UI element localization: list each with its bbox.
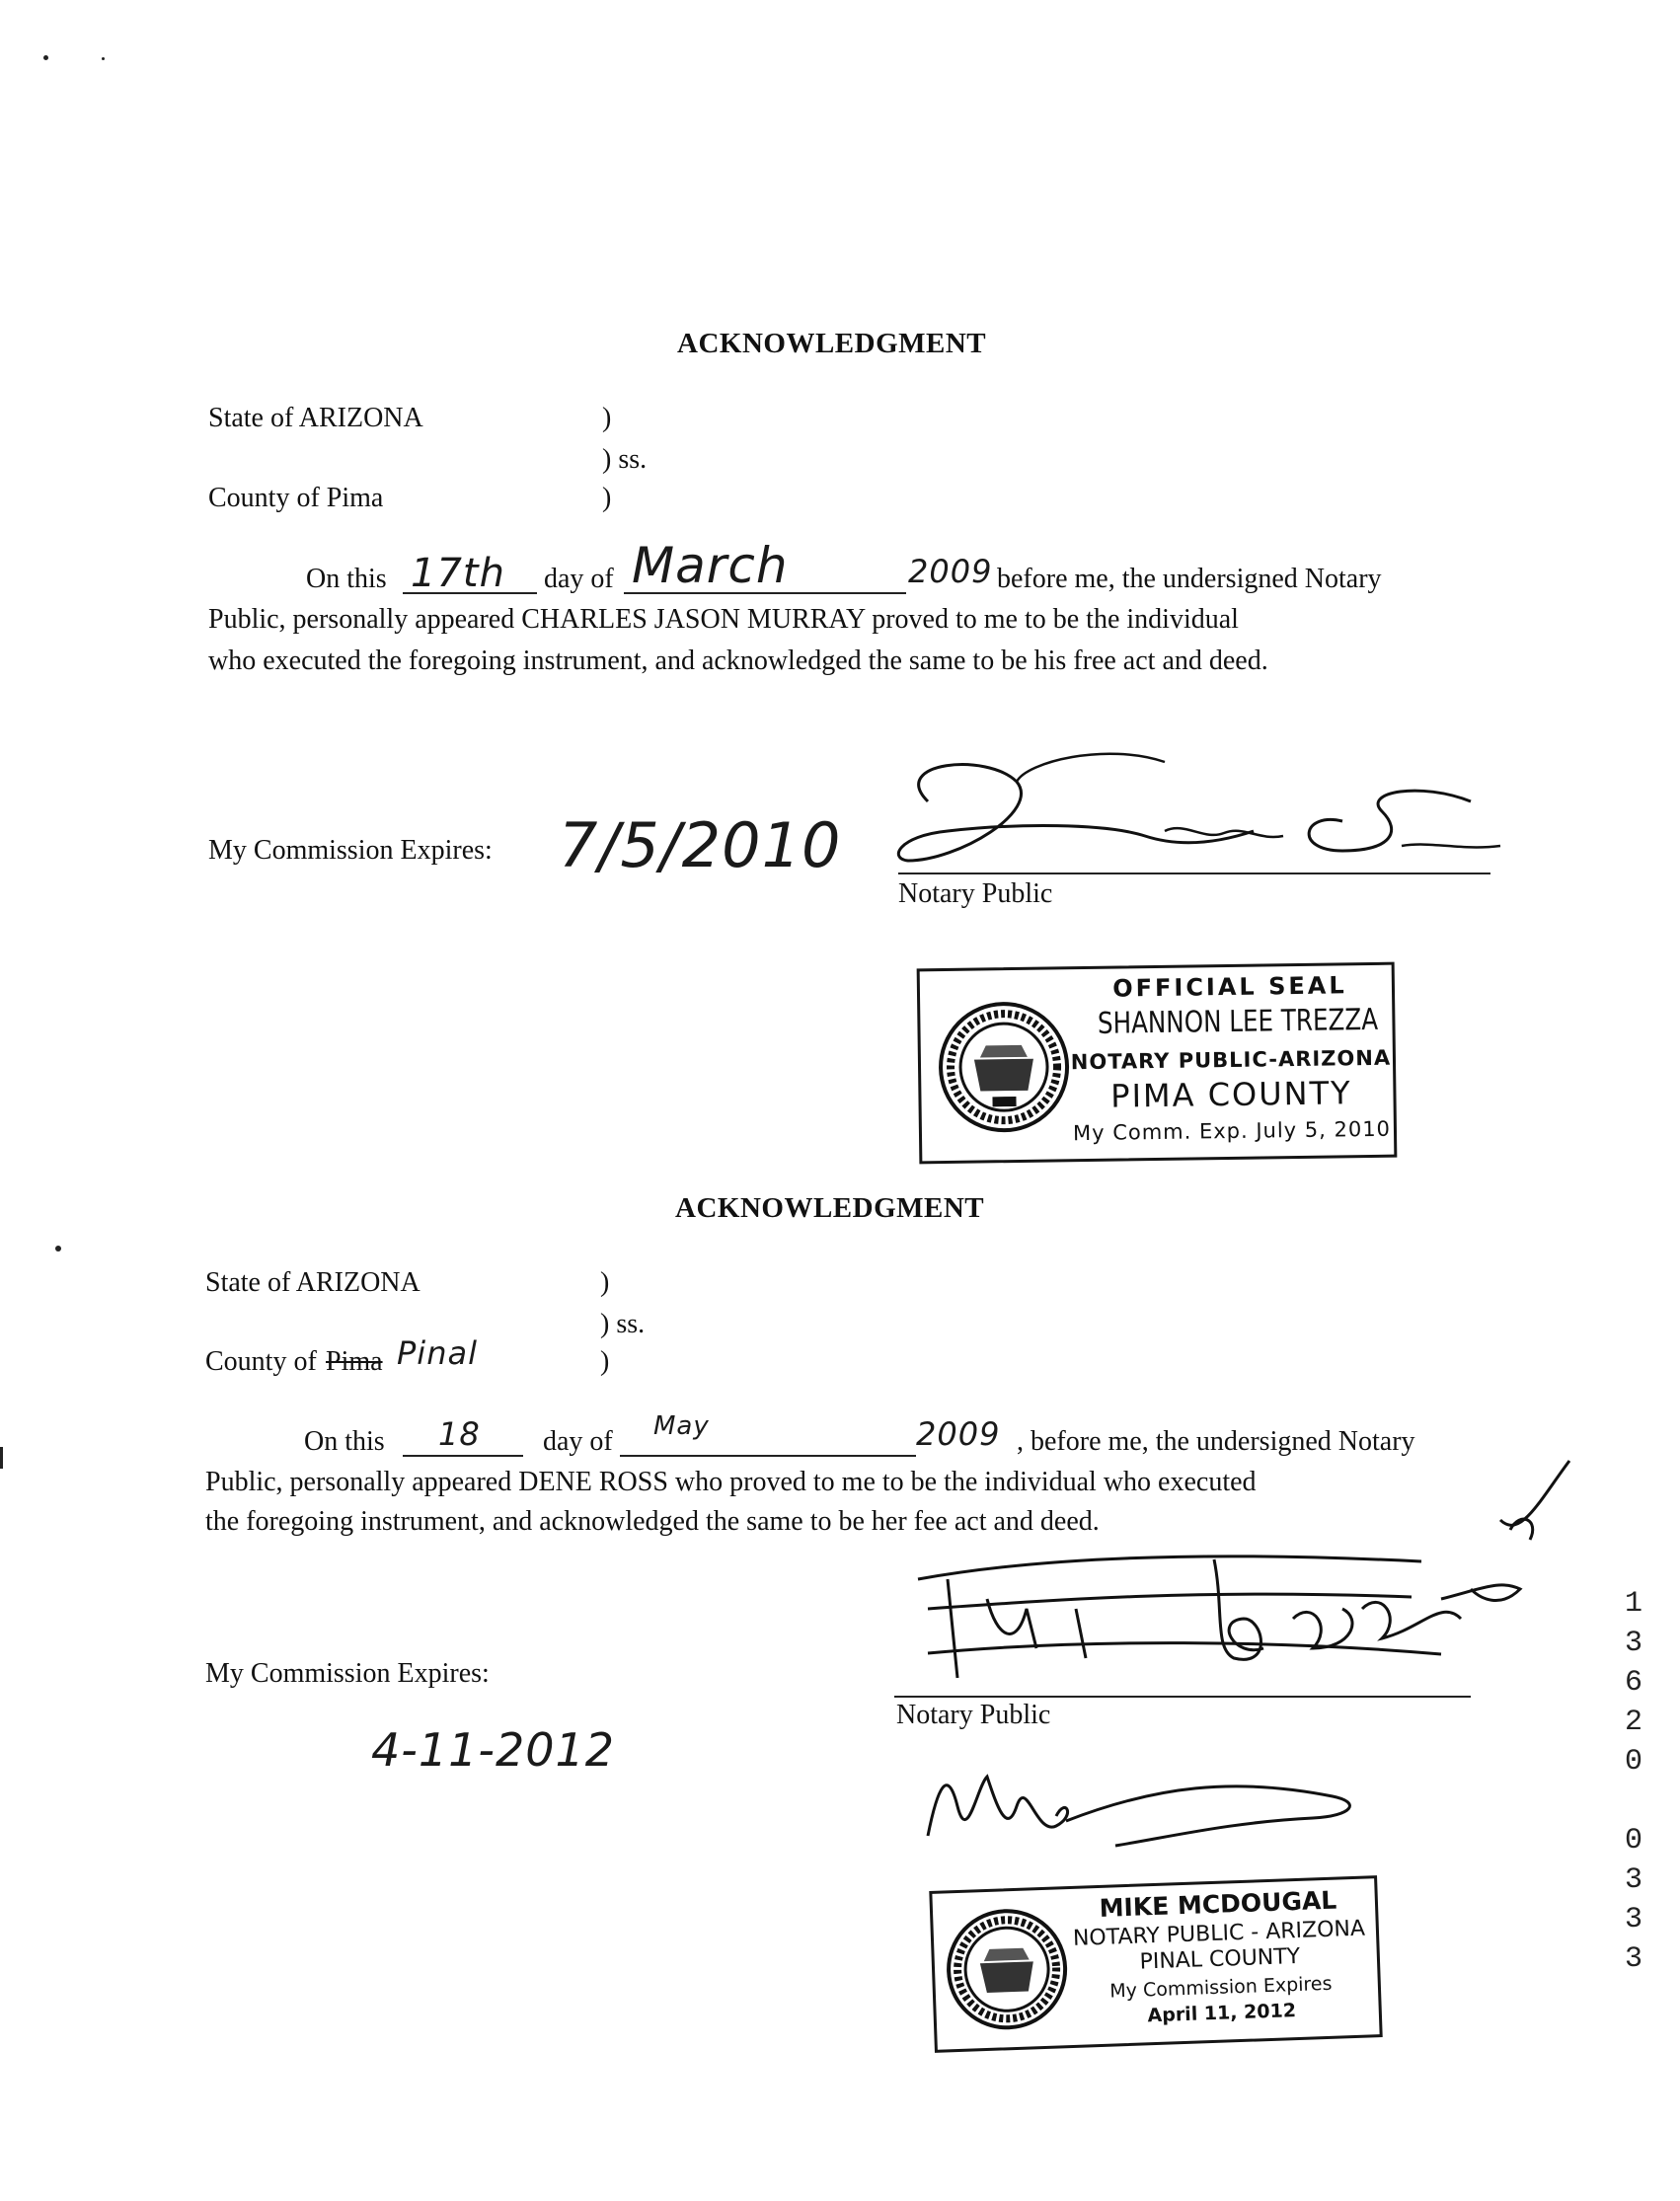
ack2-month-blank: [620, 1411, 916, 1457]
ack1-signature-line: [898, 873, 1490, 874]
ack2-title: ACKNOWLEDGMENT: [675, 1192, 985, 1224]
ack2-seal-line2: NOTARY PUBLIC - ARIZONA: [1072, 1916, 1366, 1951]
ack2-seal-line1: MIKE MCDOUGAL: [1099, 1885, 1337, 1923]
ack2-commission-handwriting: 4-11-2012: [371, 1723, 616, 1777]
margin-digit: 3: [1624, 1903, 1642, 1936]
ack1-line1-prefix: On this: [306, 564, 387, 594]
arizona-state-seal-emblem: [936, 999, 1072, 1135]
ack2-notary-public-label: Notary Public: [896, 1700, 1051, 1730]
ack1-seal-line3: NOTARY PUBLIC-ARIZONA: [1070, 1045, 1392, 1075]
ack2-paren-top: ): [600, 1267, 610, 1298]
ack1-state-label: State of ARIZONA: [208, 403, 423, 433]
ack2-second-signature-drawing: [918, 1747, 1402, 1856]
ack1-ss-label: ) ss.: [602, 444, 648, 475]
ack2-seal-line5: April 11, 2012: [1147, 2000, 1297, 2027]
margin-digit: 3: [1624, 1942, 1642, 1976]
ack2-paren-bottom: ): [600, 1346, 610, 1377]
ack1-line3: who executed the foregoing instrument, and acknowledged the same to be his free act and deed.: [208, 645, 1268, 676]
ack1-month-handwriting: March: [632, 537, 789, 594]
ack1-seal-line2: SHANNON LEE TREZZA: [1097, 1002, 1379, 1041]
ack1-signature-drawing: [869, 742, 1510, 890]
ack2-county-prefix: County of: [205, 1346, 317, 1377]
ack1-line2: Public, personally appeared CHARLES JASON MURRAY proved to me to be the individual: [208, 604, 1239, 635]
ack2-line3: the foregoing instrument, and acknowledged the same to be her fee act and deed.: [205, 1506, 1100, 1537]
ack2-day-blank: [403, 1415, 523, 1457]
ack2-state-label: State of ARIZONA: [205, 1267, 420, 1298]
margin-digit: 6: [1624, 1666, 1642, 1700]
ack2-notary-seal: [929, 1875, 1382, 2053]
scan-speck: [43, 55, 48, 60]
ack2-line2: Public, personally appeared DENE ROSS who proved to me to be the individual who executed: [205, 1467, 1257, 1497]
ack1-title: ACKNOWLEDGMENT: [677, 328, 987, 359]
margin-digit: 0: [1624, 1824, 1642, 1858]
ack1-seal-line4: PIMA COUNTY: [1109, 1074, 1352, 1115]
ack1-notary-seal: [917, 962, 1398, 1165]
ack2-county-handwriting: Pinal: [397, 1334, 478, 1372]
ack2-seal-line4: My Commission Expires: [1108, 1972, 1333, 2003]
ack1-paren-bottom: ): [602, 483, 612, 513]
ack2-day-handwriting: 18: [438, 1415, 481, 1453]
ack2-commission-label: My Commission Expires:: [205, 1658, 490, 1689]
scan-speck: [0, 1447, 3, 1469]
margin-recording-number: [1619, 1589, 1648, 1984]
ack2-seal-line3: PINAL COUNTY: [1139, 1943, 1301, 1975]
ack2-ss-label: ) ss.: [600, 1309, 646, 1339]
ack1-seal-line5: My Comm. Exp. July 5, 2010: [1072, 1116, 1392, 1146]
ack2-line1-prefix: On this: [304, 1426, 385, 1457]
margin-digit: 3: [1624, 1627, 1642, 1660]
ack1-day-of: day of: [544, 564, 614, 594]
ack1-day-blank: [403, 551, 537, 596]
margin-digit: 2: [1624, 1706, 1642, 1739]
ack1-county-label: County of Pima: [208, 483, 384, 513]
ack1-year-handwriting: 2009: [908, 553, 993, 590]
ack2-month-handwriting: May: [653, 1411, 710, 1441]
scan-speck: [55, 1246, 61, 1252]
ack1-day-handwriting: 17th: [411, 551, 505, 596]
ack1-commission-label: My Commission Expires:: [208, 835, 493, 866]
margin-digit: 0: [1624, 1745, 1642, 1779]
ack1-paren-top: ): [602, 403, 612, 433]
arizona-state-seal-emblem: [943, 1905, 1071, 2033]
ack1-commission-handwriting: 7/5/2010: [559, 809, 842, 881]
scan-speck: [102, 57, 105, 60]
margin-digit: 1: [1624, 1587, 1642, 1621]
ack2-signature-drawing: [888, 1451, 1579, 1708]
ack1-month-blank: [624, 537, 906, 594]
margin-digit: 3: [1624, 1863, 1642, 1897]
ack2-year-handwriting: 2009: [916, 1415, 1001, 1453]
ack2-day-of: day of: [543, 1426, 613, 1457]
margin-digit: [1619, 1786, 1648, 1826]
ack2-county-struck: Pima: [326, 1346, 383, 1377]
ack1-seal-line1: OFFICIAL SEAL: [1112, 971, 1347, 1003]
ack1-notary-public-label: Notary Public: [898, 878, 1053, 909]
ack2-signature-line: [894, 1696, 1471, 1698]
ack1-line1-suffix: before me, the undersigned Notary: [997, 564, 1382, 594]
ack2-line1-suffix: , before me, the undersigned Notary: [1017, 1426, 1415, 1457]
